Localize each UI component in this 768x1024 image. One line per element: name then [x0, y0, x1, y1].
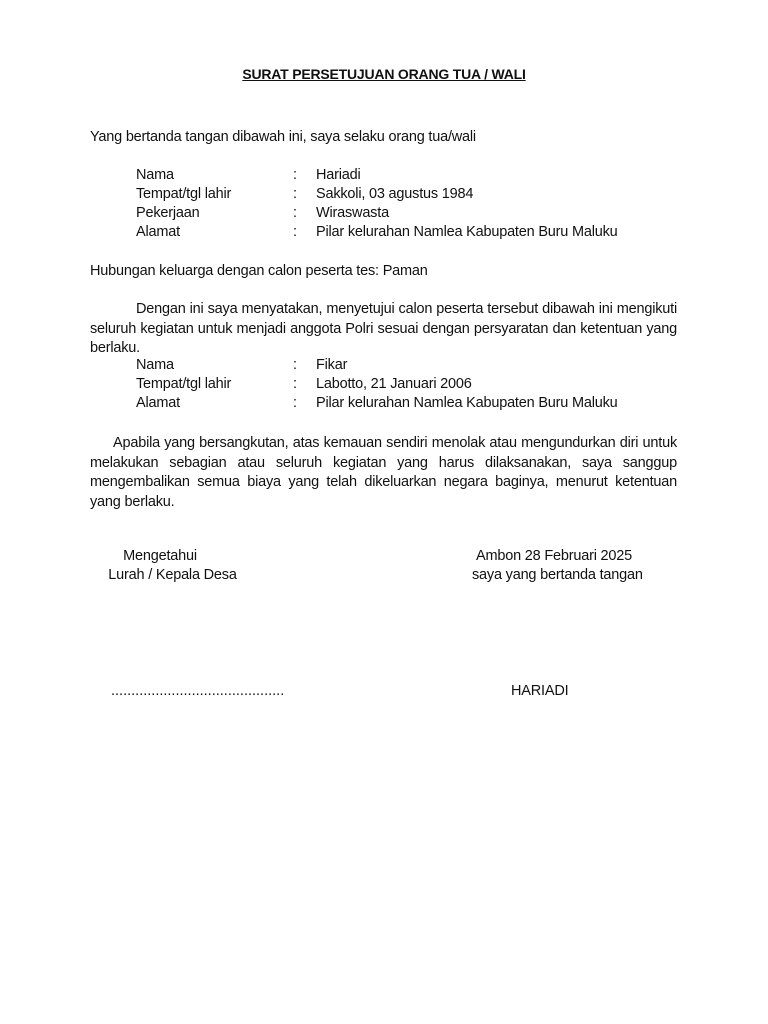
right-sign-line2: saya yang bertanda tangan — [472, 567, 643, 583]
statement-paragraph: Dengan ini saya menyatakan, menyetujui calon peserta tersebut dibawah ini mengikuti seluruh kegiatan untuk menjadi anggota Polri sesuai dengan persyaratan dan ketentuan yang berlaku. — [90, 301, 677, 356]
parent-row-name — [136, 167, 696, 187]
left-sign-line1: Mengetahui — [123, 548, 197, 564]
field-separator: : — [293, 186, 297, 202]
field-value: Labotto, 21 Januari 2006 — [316, 376, 472, 392]
left-sign-name: ........................................... — [111, 683, 285, 699]
parent-row-occupation — [136, 205, 696, 225]
parent-row-address — [136, 224, 696, 244]
field-value: Pilar kelurahan Namlea Kabupaten Buru Maluku — [316, 395, 618, 411]
field-separator: : — [293, 395, 297, 411]
field-label: Tempat/tgl lahir — [136, 376, 232, 392]
intro-text: Yang bertanda tangan dibawah ini, saya selaku orang tua/wali — [90, 129, 476, 145]
field-label: Alamat — [136, 224, 180, 240]
field-label: Alamat — [136, 395, 180, 411]
field-label: Nama — [136, 167, 174, 183]
field-value: Fikar — [316, 357, 348, 373]
candidate-row-birth — [136, 376, 696, 396]
clause-paragraph: Apabila yang bersangkutan, atas kemauan sendiri menolak atau mengundurkan diri untuk melakukan sebagian atau seluruh kegiatan yang harus dilaksanakan, saya sanggup mengembalikan semua biaya yang telah dikeluarkan negara baginya, menurut ketentuan yang berlaku. — [90, 435, 677, 510]
parent-row-birth — [136, 186, 696, 206]
field-separator: : — [293, 167, 297, 183]
field-separator: : — [293, 376, 297, 392]
field-value: Pilar kelurahan Namlea Kabupaten Buru Maluku — [316, 224, 618, 240]
right-sign-name: HARIADI — [511, 683, 569, 699]
letter-title: SURAT PERSETUJUAN ORANG TUA / WALI — [242, 66, 526, 82]
candidate-row-name — [136, 357, 696, 377]
left-sign-line2: Lurah / Kepala Desa — [108, 567, 237, 583]
relation-text: Hubungan keluarga dengan calon peserta tes: Paman — [90, 263, 428, 279]
field-label: Nama — [136, 357, 174, 373]
field-value: Hariadi — [316, 167, 361, 183]
field-separator: : — [293, 205, 297, 221]
field-separator: : — [293, 224, 297, 240]
field-separator: : — [293, 357, 297, 373]
right-sign-date: Ambon 28 Februari 2025 — [476, 548, 633, 564]
field-value: Sakkoli, 03 agustus 1984 — [316, 186, 474, 202]
field-value: Wiraswasta — [316, 205, 389, 221]
candidate-row-address — [136, 395, 696, 415]
field-label: Tempat/tgl lahir — [136, 186, 232, 202]
field-label: Pekerjaan — [136, 205, 200, 221]
